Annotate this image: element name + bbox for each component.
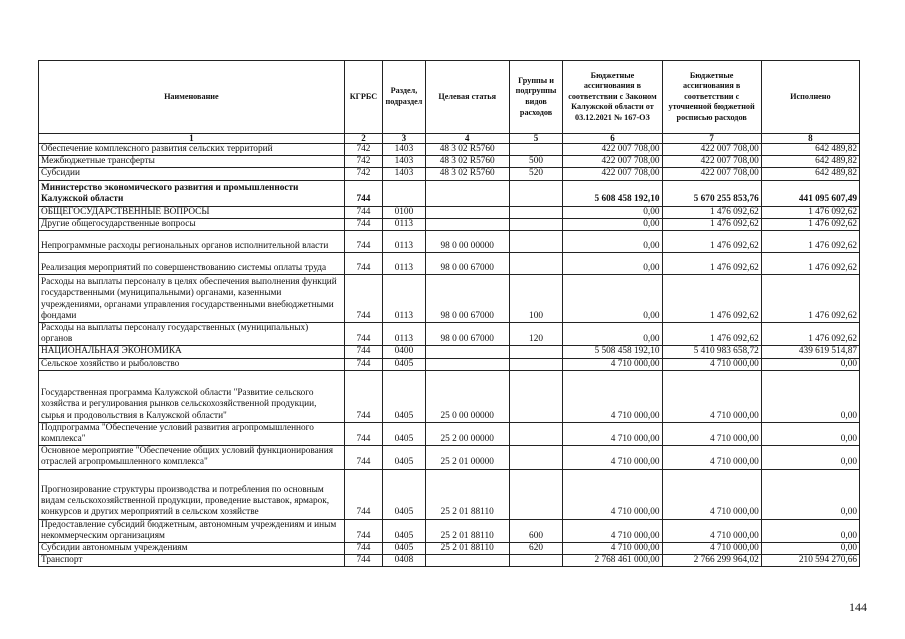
cell-statya: 25 2 01 88110 xyxy=(425,543,509,555)
cell-kgrbs: 744 xyxy=(344,555,382,567)
cell-razdel: 0113 xyxy=(383,275,426,323)
cell-zakon: 4 710 000,00 xyxy=(563,543,662,555)
cell-vid xyxy=(509,446,563,469)
cell-vid: 620 xyxy=(509,543,563,555)
cell-razdel: 0405 xyxy=(383,370,426,422)
header-name: Наименование xyxy=(39,61,345,134)
cell-ispolneno: 441 095 607,49 xyxy=(761,180,859,206)
cell-name: НАЦИОНАЛЬНАЯ ЭКОНОМИКА xyxy=(39,346,345,358)
header-zakon: Бюджетные ассигнования в соответствии с Законом Калужской области от 03.12.2021 № 167-ОЗ xyxy=(563,61,662,134)
cell-razdel: 1403 xyxy=(383,168,426,180)
cell-zakon: 4 710 000,00 xyxy=(563,446,662,469)
cell-zakon: 5 508 458 192,10 xyxy=(563,346,662,358)
cell-vid: 500 xyxy=(509,156,563,168)
cell-rospis: 1 476 092,62 xyxy=(662,206,761,218)
cell-ispolneno: 642 489,82 xyxy=(761,156,859,168)
column-number: 1 xyxy=(39,134,345,144)
cell-vid: 520 xyxy=(509,168,563,180)
column-number: 2 xyxy=(344,134,382,144)
cell-kgrbs: 744 xyxy=(344,358,382,370)
cell-kgrbs: 744 xyxy=(344,253,382,275)
cell-vid xyxy=(509,422,563,445)
cell-kgrbs: 744 xyxy=(344,422,382,445)
cell-rospis: 1 476 092,62 xyxy=(662,275,761,323)
cell-statya: 98 0 00 67000 xyxy=(425,253,509,275)
table-row xyxy=(39,206,860,218)
cell-vid xyxy=(509,231,563,253)
cell-zakon: 2 768 461 000,00 xyxy=(563,555,662,567)
column-number: 5 xyxy=(509,134,563,144)
cell-kgrbs: 744 xyxy=(344,543,382,555)
cell-kgrbs: 744 xyxy=(344,206,382,218)
cell-kgrbs: 744 xyxy=(344,218,382,230)
cell-statya: 25 0 00 00000 xyxy=(425,370,509,422)
cell-rospis: 2 766 299 964,02 xyxy=(662,555,761,567)
column-number: 6 xyxy=(563,134,662,144)
cell-vid xyxy=(509,346,563,358)
column-number: 7 xyxy=(662,134,761,144)
cell-razdel: 0113 xyxy=(383,231,426,253)
cell-vid: 100 xyxy=(509,275,563,323)
cell-statya xyxy=(425,206,509,218)
cell-ispolneno: 0,00 xyxy=(761,370,859,422)
cell-name: Межбюджетные трансферты xyxy=(39,156,345,168)
cell-statya: 25 2 01 00000 xyxy=(425,446,509,469)
cell-ispolneno: 642 489,82 xyxy=(761,144,859,156)
cell-ispolneno: 1 476 092,62 xyxy=(761,323,859,346)
cell-kgrbs: 744 xyxy=(344,469,382,519)
table-row xyxy=(39,446,860,469)
cell-razdel: 0408 xyxy=(383,555,426,567)
cell-statya: 25 2 01 88110 xyxy=(425,469,509,519)
cell-statya: 98 0 00 67000 xyxy=(425,275,509,323)
cell-ispolneno: 0,00 xyxy=(761,446,859,469)
cell-rospis: 4 710 000,00 xyxy=(662,469,761,519)
column-numbers-row xyxy=(39,134,860,144)
header-razdel: Раздел, подраздел xyxy=(383,61,426,134)
cell-razdel: 0113 xyxy=(383,218,426,230)
cell-razdel: 0113 xyxy=(383,253,426,275)
budget-table xyxy=(38,60,860,567)
cell-kgrbs: 744 xyxy=(344,346,382,358)
cell-rospis: 4 710 000,00 xyxy=(662,519,761,542)
cell-kgrbs: 744 xyxy=(344,446,382,469)
cell-rospis: 4 710 000,00 xyxy=(662,370,761,422)
cell-statya: 98 0 00 00000 xyxy=(425,231,509,253)
table-row xyxy=(39,323,860,346)
cell-rospis: 1 476 092,62 xyxy=(662,323,761,346)
cell-razdel: 1403 xyxy=(383,156,426,168)
cell-kgrbs: 742 xyxy=(344,168,382,180)
table-row xyxy=(39,156,860,168)
cell-vid xyxy=(509,144,563,156)
cell-rospis: 4 710 000,00 xyxy=(662,358,761,370)
cell-statya: 48 3 02 R5760 xyxy=(425,144,509,156)
cell-zakon: 0,00 xyxy=(563,253,662,275)
cell-vid: 600 xyxy=(509,519,563,542)
cell-name: Сельское хозяйство и рыболовство xyxy=(39,358,345,370)
cell-vid: 120 xyxy=(509,323,563,346)
header-kgrbs: КГРБС xyxy=(344,61,382,134)
cell-zakon: 0,00 xyxy=(563,275,662,323)
cell-zakon: 4 710 000,00 xyxy=(563,469,662,519)
cell-kgrbs: 744 xyxy=(344,231,382,253)
table-row xyxy=(39,144,860,156)
cell-rospis: 4 710 000,00 xyxy=(662,446,761,469)
cell-statya: 48 3 02 R5760 xyxy=(425,168,509,180)
cell-ispolneno: 0,00 xyxy=(761,422,859,445)
cell-rospis: 4 710 000,00 xyxy=(662,543,761,555)
cell-statya xyxy=(425,218,509,230)
table-row xyxy=(39,555,860,567)
page-number: 144 xyxy=(849,600,867,614)
cell-rospis: 422 007 708,00 xyxy=(662,156,761,168)
header-rospis: Бюджетные ассигнования в соответствии с уточненной бюджетной росписью расходов xyxy=(662,61,761,134)
cell-ispolneno: 1 476 092,62 xyxy=(761,218,859,230)
table-row xyxy=(39,519,860,542)
cell-zakon: 0,00 xyxy=(563,206,662,218)
cell-name: Министерство экономического развития и промышленности Калужской области xyxy=(39,180,345,206)
cell-ispolneno: 210 594 270,66 xyxy=(761,555,859,567)
table-row xyxy=(39,180,860,206)
cell-zakon: 4 710 000,00 xyxy=(563,370,662,422)
cell-statya xyxy=(425,346,509,358)
cell-ispolneno: 0,00 xyxy=(761,519,859,542)
cell-zakon: 0,00 xyxy=(563,323,662,346)
cell-rospis: 422 007 708,00 xyxy=(662,168,761,180)
cell-razdel: 0405 xyxy=(383,543,426,555)
cell-ispolneno: 0,00 xyxy=(761,469,859,519)
cell-name: Прогнозирование структуры производства и потребления по основным видам сельскохозяйственной продукции, проведение выставок, ярмарок, конкурсов и других мероприятий в сельском хозяйстве xyxy=(39,469,345,519)
table-row xyxy=(39,370,860,422)
cell-razdel: 0405 xyxy=(383,469,426,519)
cell-name: Предоставление субсидий бюджетным, автономным учреждениям и иным некоммерческим организациям xyxy=(39,519,345,542)
cell-statya: 98 0 00 67000 xyxy=(425,323,509,346)
header-statya: Целевая статья xyxy=(425,61,509,134)
cell-vid xyxy=(509,555,563,567)
cell-razdel: 0405 xyxy=(383,519,426,542)
cell-vid xyxy=(509,358,563,370)
cell-name: Транспорт xyxy=(39,555,345,567)
header-row xyxy=(39,61,860,134)
cell-ispolneno: 1 476 092,62 xyxy=(761,275,859,323)
cell-rospis: 5 410 983 658,72 xyxy=(662,346,761,358)
cell-ispolneno: 439 619 514,87 xyxy=(761,346,859,358)
table-row xyxy=(39,358,860,370)
column-number: 8 xyxy=(761,134,859,144)
cell-vid xyxy=(509,180,563,206)
table-row xyxy=(39,168,860,180)
cell-rospis: 1 476 092,62 xyxy=(662,231,761,253)
cell-zakon: 422 007 708,00 xyxy=(563,168,662,180)
table-row xyxy=(39,231,860,253)
table-row xyxy=(39,469,860,519)
cell-zakon: 422 007 708,00 xyxy=(563,156,662,168)
table-row xyxy=(39,218,860,230)
cell-name: Государственная программа Калужской области "Развитие сельского хозяйства и регулирования рынков сельскохозяйственной продукции, сырья и продовольствия в Калужской области" xyxy=(39,370,345,422)
cell-rospis: 5 670 255 853,76 xyxy=(662,180,761,206)
cell-rospis: 4 710 000,00 xyxy=(662,422,761,445)
cell-zakon: 5 608 458 192,10 xyxy=(563,180,662,206)
header-ispolneno: Исполнено xyxy=(761,61,859,134)
cell-ispolneno: 1 476 092,62 xyxy=(761,231,859,253)
cell-rospis: 422 007 708,00 xyxy=(662,144,761,156)
cell-razdel xyxy=(383,180,426,206)
table-row xyxy=(39,543,860,555)
cell-zakon: 0,00 xyxy=(563,231,662,253)
cell-razdel: 0400 xyxy=(383,346,426,358)
cell-ispolneno: 1 476 092,62 xyxy=(761,253,859,275)
cell-name: Другие общегосударственные вопросы xyxy=(39,218,345,230)
cell-ispolneno: 0,00 xyxy=(761,358,859,370)
cell-statya xyxy=(425,358,509,370)
cell-vid xyxy=(509,469,563,519)
cell-zakon: 4 710 000,00 xyxy=(563,422,662,445)
cell-name: Реализация мероприятий по совершенствованию системы оплаты труда xyxy=(39,253,345,275)
cell-name: ОБЩЕГОСУДАРСТВЕННЫЕ ВОПРОСЫ xyxy=(39,206,345,218)
column-number: 3 xyxy=(383,134,426,144)
cell-razdel: 0405 xyxy=(383,358,426,370)
cell-name: Непрограммные расходы региональных органов исполнительной власти xyxy=(39,231,345,253)
cell-kgrbs: 744 xyxy=(344,519,382,542)
cell-zakon: 4 710 000,00 xyxy=(563,519,662,542)
cell-kgrbs: 744 xyxy=(344,370,382,422)
cell-ispolneno: 0,00 xyxy=(761,543,859,555)
cell-razdel: 0113 xyxy=(383,323,426,346)
cell-razdel: 0100 xyxy=(383,206,426,218)
cell-vid xyxy=(509,370,563,422)
cell-name: Субсидии автономным учреждениям xyxy=(39,543,345,555)
cell-rospis: 1 476 092,62 xyxy=(662,218,761,230)
cell-statya: 25 2 00 00000 xyxy=(425,422,509,445)
table-row xyxy=(39,422,860,445)
cell-statya: 25 2 01 88110 xyxy=(425,519,509,542)
cell-statya: 48 3 02 R5760 xyxy=(425,156,509,168)
table-row xyxy=(39,253,860,275)
cell-razdel: 0405 xyxy=(383,446,426,469)
cell-kgrbs: 742 xyxy=(344,156,382,168)
cell-razdel: 1403 xyxy=(383,144,426,156)
column-number: 4 xyxy=(425,134,509,144)
cell-statya xyxy=(425,555,509,567)
table-row xyxy=(39,275,860,323)
cell-rospis: 1 476 092,62 xyxy=(662,253,761,275)
cell-zakon: 0,00 xyxy=(563,218,662,230)
table-body xyxy=(39,144,860,567)
table-row xyxy=(39,346,860,358)
cell-razdel: 0405 xyxy=(383,422,426,445)
cell-statya xyxy=(425,180,509,206)
cell-vid xyxy=(509,253,563,275)
cell-name: Расходы на выплаты персоналу в целях обеспечения выполнения функций государственными (муниципальными) органами, казенными учреждениями, органами управления государственными внебюджетными фондами xyxy=(39,275,345,323)
cell-ispolneno: 1 476 092,62 xyxy=(761,206,859,218)
cell-name: Основное мероприятие "Обеспечение общих условий функционирования отраслей агропромышленного комплекса" xyxy=(39,446,345,469)
cell-vid xyxy=(509,218,563,230)
cell-name: Обеспечение комплексного развития сельских территорий xyxy=(39,144,345,156)
cell-kgrbs: 742 xyxy=(344,144,382,156)
cell-kgrbs: 744 xyxy=(344,323,382,346)
cell-zakon: 4 710 000,00 xyxy=(563,358,662,370)
cell-name: Подпрограмма "Обеспечение условий развития агропромышленного комплекса" xyxy=(39,422,345,445)
cell-kgrbs: 744 xyxy=(344,275,382,323)
header-vid: Группы и подгруппы видов расходов xyxy=(509,61,563,134)
cell-ispolneno: 642 489,82 xyxy=(761,168,859,180)
cell-zakon: 422 007 708,00 xyxy=(563,144,662,156)
cell-name: Расходы на выплаты персоналу государственных (муниципальных) органов xyxy=(39,323,345,346)
cell-kgrbs: 744 xyxy=(344,180,382,206)
cell-name: Субсидии xyxy=(39,168,345,180)
cell-vid xyxy=(509,206,563,218)
